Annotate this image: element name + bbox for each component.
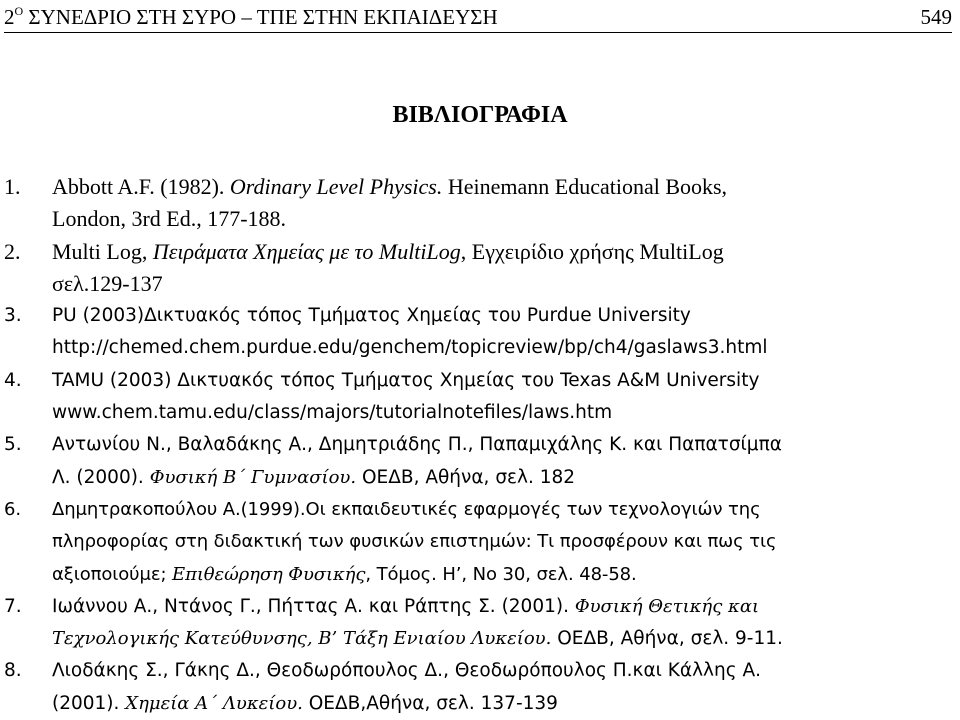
- running-head-title: [4, 4, 498, 30]
- reference-line: [52, 688, 952, 720]
- reference-url: http://chemed.chem.purdue.edu/genchem/topicreview/bp/ch4/gaslaws3.html: [52, 337, 768, 359]
- reference-line: Δημητρακοπούλου Α.(1999).Οι εκπαιδευτικές εφαρμογές των τεχνολογιών της: [52, 498, 761, 520]
- reference-line: London, 3rd Ed., 177-188.: [52, 206, 287, 232]
- reference-text: , Εγχειρίδιο χρήσης MultiLog: [460, 238, 724, 264]
- reference-text: Heinemann Educational Books,: [442, 174, 728, 199]
- reference-book-title: Χημεία Α΄ Λυκείου.: [125, 692, 303, 714]
- reference-item-8: [4, 655, 952, 720]
- reference-number: 3.: [4, 305, 22, 327]
- reference-number: 5.: [4, 434, 22, 456]
- reference-number: 1.: [4, 174, 21, 199]
- reference-journal-title: Επιθεώρηση Φυσικής: [172, 563, 366, 585]
- reference-line: [52, 623, 952, 655]
- reference-item-4: [4, 365, 952, 430]
- reference-book-title: Ordinary Level Physics.: [229, 174, 443, 199]
- reference-list: [4, 171, 952, 720]
- reference-text: (2001).: [52, 692, 126, 714]
- reference-line: [52, 591, 952, 623]
- reference-item-7: [4, 591, 952, 656]
- running-head: [4, 4, 952, 33]
- reference-number: 7.: [4, 595, 22, 617]
- reference-item-2: [4, 236, 952, 301]
- reference-book-title: Φυσική Θετικής και: [574, 595, 760, 617]
- conference-title: ΣΥΝΕΔΡΙΟ ΣΤΗ ΣΥΡΟ – ΤΠΕ ΣΤΗΝ ΕΚΠΑΙΔΕΥΣΗ: [23, 5, 498, 29]
- conference-number: 2: [4, 5, 15, 29]
- reference-line: Λιοδάκης Σ., Γάκης Δ., Θεοδωρόπουλος Δ., Θεοδωρόπουλος Π.και Κάλλης Α.: [52, 660, 761, 682]
- reference-line: [52, 559, 952, 591]
- reference-item-5: [4, 429, 952, 494]
- reference-text: Λ. (2000).: [52, 466, 150, 488]
- reference-line: [52, 462, 952, 494]
- reference-line: TAMU (2003) Δικτυακός τόπος Τμήματος Χημείας του Texas A&M University: [52, 369, 760, 391]
- reference-item-6: [4, 494, 952, 591]
- reference-line: πληροφορίας στη διδακτική των φυσικών επιστημών: Τι προσφέρουν και πως τις: [52, 531, 777, 553]
- reference-url: www.chem.tamu.edu/class/majors/tutorialnotefiles/laws.htm: [52, 402, 613, 424]
- reference-item-3: [4, 300, 952, 365]
- reference-line: PU (2003)Δικτυακός τόπος Τμήματος Χημείας του Purdue University: [52, 305, 691, 327]
- reference-book-title: Φυσική Β΄ Γυμνασίου.: [149, 466, 357, 488]
- reference-number: 2.: [4, 238, 21, 264]
- reference-line: [52, 171, 952, 203]
- reference-text: ΟΕΔΒ, Αθήνα, σελ. 9-11.: [551, 628, 783, 650]
- reference-book-title: Τεχνολογικής Κατεύθυνσης, Β’ Τάξη Ενιαίου Λυκείου.: [52, 628, 552, 650]
- reference-text: ΟΕΔΒ, Αθήνα, σελ. 182: [356, 466, 576, 488]
- ordinal-superscript: Ο: [14, 4, 24, 18]
- reference-item-1: [4, 171, 952, 236]
- reference-number: 8.: [4, 660, 22, 682]
- section-title: ΒΙΒΛΙΟΓΡΑΦΙΑ: [392, 102, 568, 128]
- reference-text: Multi Log,: [52, 238, 153, 264]
- reference-line: [52, 236, 952, 268]
- reference-text: Abbott A.F. (1982).: [52, 174, 230, 199]
- reference-number: 4.: [4, 369, 22, 391]
- page-number: 549: [920, 5, 952, 29]
- reference-text: ΟΕΔΒ,Αθήνα, σελ. 137-139: [302, 692, 558, 714]
- reference-line: Αντωνίου Ν., Βαλαδάκης Α., Δημητριάδης Π., Παπαμιχάλης Κ. και Παπατσίμπα: [52, 434, 782, 456]
- reference-text: , Τόμος. Η’, Νο 30, σελ. 48-58.: [365, 563, 637, 585]
- reference-book-title: Πειράματα Χημείας με το MultiLog: [152, 238, 461, 264]
- reference-number: 6.: [4, 498, 21, 520]
- reference-text: Ιωάννου Α., Ντάνος Γ., Πήττας Α. και Ράπτης Σ. (2001).: [52, 595, 575, 617]
- reference-text: αξιοποιούμε;: [52, 563, 173, 585]
- reference-line: σελ.129-137: [52, 270, 163, 296]
